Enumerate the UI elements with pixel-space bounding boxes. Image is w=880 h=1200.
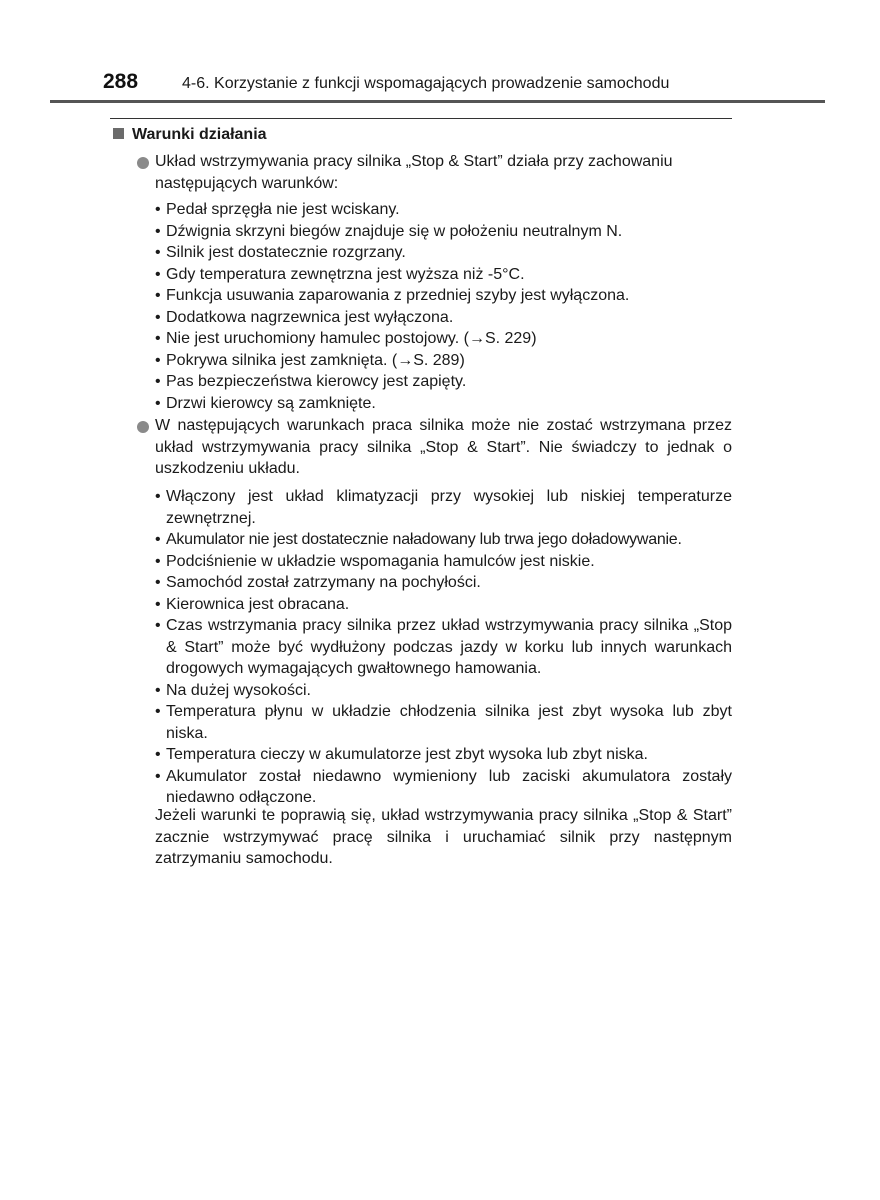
- block2-conditions-list: [155, 486, 732, 809]
- list-item: • Na dużej wysokości.: [155, 680, 732, 702]
- list-item: • Silnik jest dostatecznie rozgrzany.: [155, 242, 732, 264]
- block1-conditions-list: [155, 199, 732, 414]
- list-item: • Samochód został zatrzymany na pochyłości.: [155, 572, 732, 594]
- list-item: • Pas bezpieczeństwa kierowcy jest zapięty.: [155, 371, 732, 393]
- list-item: • Pokrywa silnika jest zamknięta. (→S. 289): [155, 350, 732, 372]
- square-bullet-icon: [113, 128, 124, 139]
- block2-closing: Jeżeli warunki te poprawią się, układ wstrzymywania pracy silnika „Stop & Start” zacznie wstrzymywać pracę silnika i uruchamiać silnik przy następnym zatrzymaniu samochodu.: [155, 807, 732, 867]
- list-item: • Temperatura płynu w układzie chłodzenia silnika jest zbyt wysoka lub zbyt niska.: [155, 701, 732, 744]
- block1-intro: Układ wstrzymywania pracy silnika „Stop & Start” działa przy zachowaniu następujących warunków:: [155, 153, 673, 192]
- list-item: • Pedał sprzęgła nie jest wciskany.: [155, 199, 732, 221]
- page-number: 288: [103, 70, 139, 93]
- list-item: • Gdy temperatura zewnętrzna jest wyższa niż -5°C.: [155, 264, 732, 286]
- list-item: • Kierownica jest obracana.: [155, 594, 732, 616]
- section-heading-text: Warunki działania: [132, 126, 267, 143]
- list-item: • Akumulator został niedawno wymieniony lub zaciski akumulatora zostały niedawno odłączone.: [155, 766, 732, 809]
- list-item: • Funkcja usuwania zaparowania z przedniej szyby jest wyłączona.: [155, 285, 732, 307]
- list-item: • Podciśnienie w układzie wspomagania hamulców jest niskie.: [155, 551, 732, 573]
- list-item: • Dodatkowa nagrzewnica jest wyłączona.: [155, 307, 732, 329]
- list-item: • Dźwignia skrzyni biegów znajduje się w położeniu neutralnym N.: [155, 221, 732, 243]
- header-divider: [50, 100, 825, 103]
- circle-bullet-icon: [137, 157, 149, 169]
- section-heading: [113, 126, 267, 144]
- circle-bullet-icon: [137, 421, 149, 433]
- list-item: • Akumulator nie jest dostatecznie naładowany lub trwa jego doładowywanie.: [155, 529, 732, 551]
- list-item: • Nie jest uruchomiony hamulec postojowy. (→S. 229): [155, 328, 732, 350]
- page-header: [0, 68, 880, 104]
- section-divider: [110, 118, 732, 119]
- block2-intro: W następujących warunkach praca silnika może nie zostać wstrzymana przez układ wstrzymywania pracy silnika „Stop & Start”. Nie świadczy to jednak o uszkodzeniu układu.: [155, 417, 732, 477]
- list-item: • Drzwi kierowcy są zamknięte.: [155, 393, 732, 415]
- list-item: • Temperatura cieczy w akumulatorze jest zbyt wysoka lub zbyt niska.: [155, 744, 732, 766]
- list-item: • Czas wstrzymania pracy silnika przez układ wstrzymywania pracy silnika „Stop & Start” może być wydłużony podczas jazdy w korku lub innych warunkach drogowych wymagających gwałtownego hamowania.: [155, 615, 732, 680]
- list-item: • Włączony jest układ klimatyzacji przy wysokiej lub niskiej temperaturze zewnętrznej.: [155, 486, 732, 529]
- chapter-title: 4-6. Korzystanie z funkcji wspomagających prowadzenie samochodu: [182, 75, 670, 92]
